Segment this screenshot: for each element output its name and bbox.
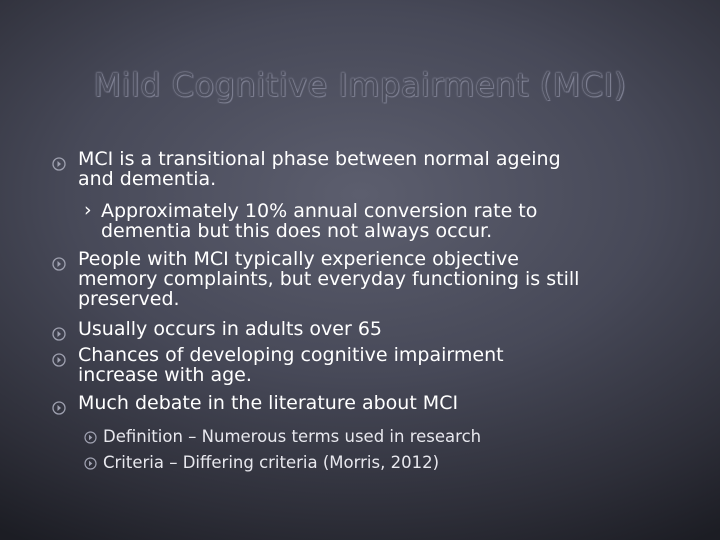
circle-arrow-bullet-icon	[52, 257, 66, 271]
bullet-4-line-1: Chances of developing cognitive impairment	[78, 344, 504, 366]
bullet-2-line-2: memory complaints, but everyday functioning is still	[78, 268, 580, 290]
sub-item-criteria: Criteria – Differing criteria (Morris, 2012)	[103, 453, 440, 472]
bullet-5-line-1: Much debate in the literature about MCI	[78, 392, 459, 414]
bullet-1-line-1: MCI is a transitional phase between normal ageing	[78, 148, 561, 170]
circle-arrow-bullet-icon	[52, 157, 66, 171]
circle-arrow-bullet-icon	[84, 457, 97, 470]
bullet-2-line-1: People with MCI typically experience objective	[78, 248, 519, 270]
bullet-1-line-2: and dementia.	[78, 168, 217, 190]
chevron-bullet-icon: ›	[84, 199, 92, 221]
bullet-4-line-2: increase with age.	[78, 364, 252, 386]
slide-title: Mild Cognitive Impairment (MCI)	[93, 66, 627, 104]
circle-arrow-bullet-icon	[52, 401, 66, 415]
sub-bullet-line-1: Approximately 10% annual conversion rate to	[101, 200, 538, 222]
circle-arrow-bullet-icon	[84, 431, 97, 444]
bullet-2-line-3: preserved.	[78, 288, 180, 310]
circle-arrow-bullet-icon	[52, 327, 66, 341]
sub-bullet-line-2: dementia but this does not always occur.	[101, 220, 493, 242]
bullet-3-line-1: Usually occurs in adults over 65	[78, 318, 382, 340]
sub-item-definition: Definition – Numerous terms used in research	[103, 427, 482, 446]
circle-arrow-bullet-icon	[52, 353, 66, 367]
